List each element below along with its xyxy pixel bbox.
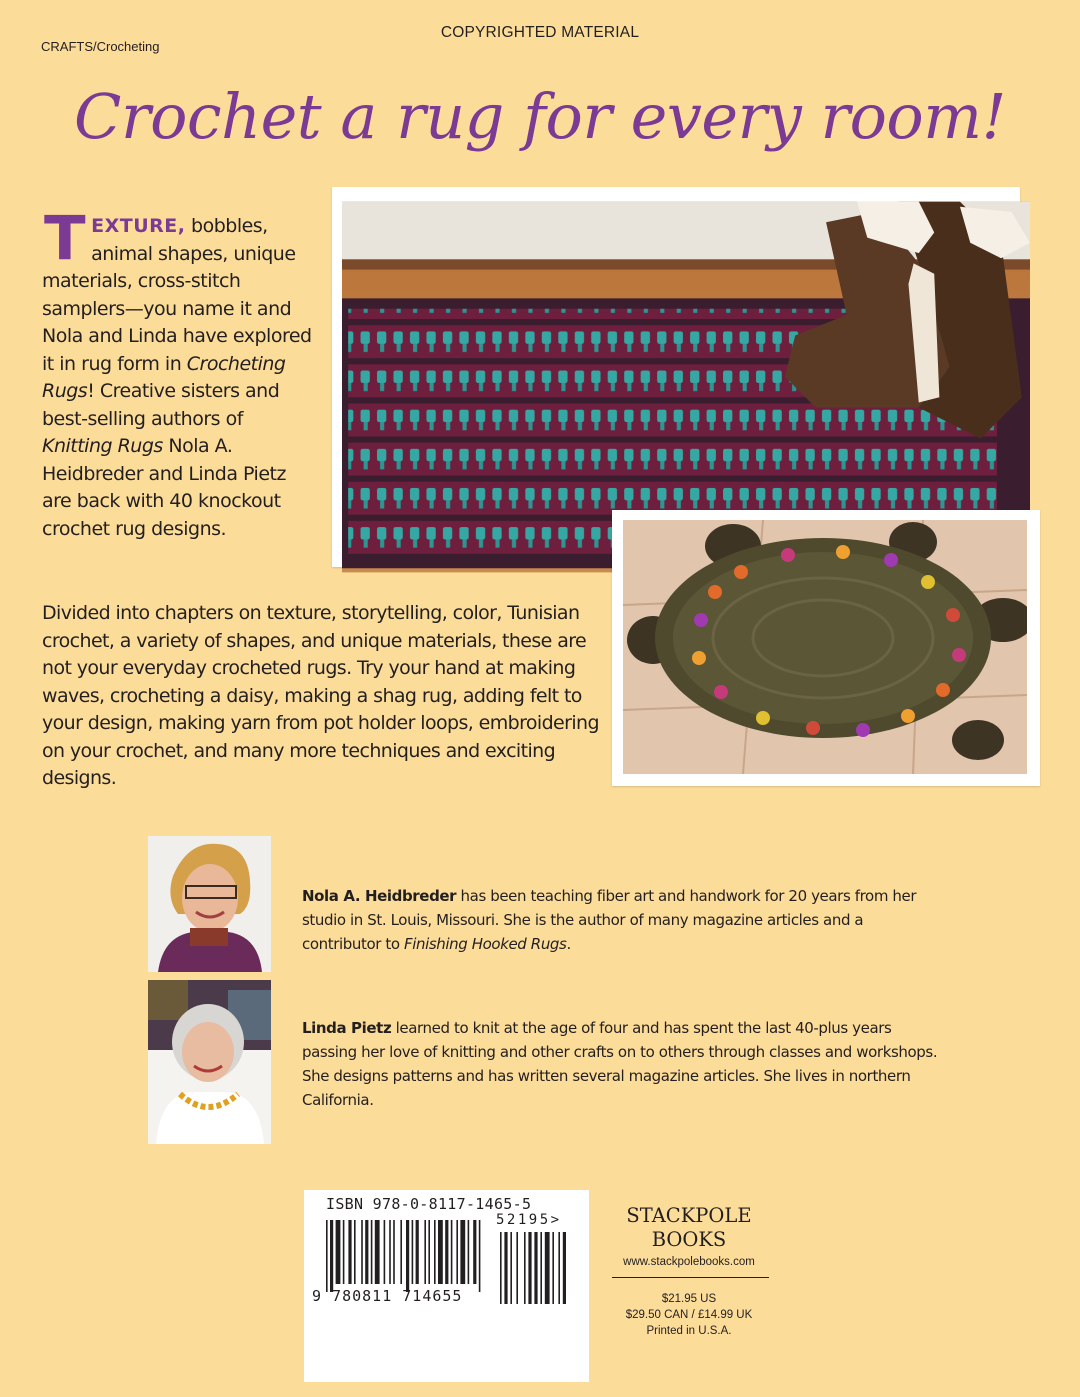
addon-bar xyxy=(524,1232,526,1304)
barcode-bar xyxy=(371,1220,373,1284)
barcode-bars xyxy=(304,1190,589,1382)
description-paragraph: Divided into chapters on texture, storytelling, color, Tunisian crochet, a variety of shapes, and unique materials, these are not your everyday crocheted rugs. Try your hand at making waves, crocheting a daisy, making a shag rug, adding felt to your design, making yarn from pot holder loops, embroidering on your crochet, and many more techniques and exciting designs. xyxy=(42,602,599,789)
addon-bar xyxy=(552,1232,554,1304)
intro-lead-word: EXTURE, xyxy=(91,215,186,237)
addon-bar xyxy=(516,1232,518,1304)
addon-bar xyxy=(504,1232,507,1304)
ean-digits: 9 780811 714655 xyxy=(312,1287,463,1305)
addon-bar xyxy=(563,1232,566,1304)
author-name-nola: Nola A. Heidbreder xyxy=(302,887,457,905)
author-photo-nola xyxy=(148,836,271,972)
barcode-bar xyxy=(412,1220,414,1284)
addon-bar xyxy=(500,1232,502,1304)
intro-previous-book: Knitting Rugs xyxy=(42,435,163,457)
barcode-bar xyxy=(428,1220,430,1284)
barcode-bar xyxy=(460,1220,465,1284)
author-bio-linda xyxy=(302,1016,942,1112)
addon-bar xyxy=(510,1232,512,1304)
intro-text-3: Nola A. Heidbreder and Linda Pietz are back with 40 knockout crochet rug designs. xyxy=(42,435,286,540)
author-bio-nola-text: has been teaching fiber art and handwork for 20 years from her studio in St. Louis, Missouri. She is the author of many magazine articles and a contributor to xyxy=(302,887,917,953)
barcode-bar xyxy=(354,1220,356,1284)
price-can-uk: $29.50 CAN / £14.99 UK xyxy=(625,1309,753,1321)
barcode-bar xyxy=(434,1220,436,1284)
barcode-bar xyxy=(389,1220,391,1284)
author-bio-nola xyxy=(302,884,942,956)
headline: Crochet a rug for every room! xyxy=(74,80,1006,153)
category-label: CRAFTS/Crocheting xyxy=(41,39,160,54)
barcode-bar xyxy=(361,1220,363,1284)
barcode-bar xyxy=(406,1220,409,1292)
barcode-bar xyxy=(336,1220,341,1284)
barcode-bar xyxy=(330,1220,333,1292)
publisher-url[interactable]: www.stackpolebooks.com xyxy=(623,1256,755,1268)
divider xyxy=(612,1277,769,1278)
copyright-notice: COPYRIGHTED MATERIAL xyxy=(440,24,640,41)
barcode-bar xyxy=(424,1220,426,1284)
barcode-bar xyxy=(384,1220,386,1284)
barcode-bar xyxy=(326,1220,328,1292)
intro-paragraph xyxy=(42,203,312,543)
barcode-bar xyxy=(468,1220,470,1284)
publisher-name-line2: BOOKS xyxy=(651,1228,727,1251)
author-photo-linda xyxy=(148,980,271,1144)
author-bio-linda-text: learned to knit at the age of four and has spent the last 40-plus years passing her love of knitting and other crafts on to others through classes and workshops. She designs patterns and has written several magazine articles. She lives in northern California. xyxy=(302,1019,938,1109)
barcode-bar xyxy=(348,1220,351,1284)
barcode-bar xyxy=(438,1220,443,1284)
author-bio-nola-end: . xyxy=(566,935,571,953)
barcode-bar xyxy=(473,1220,476,1284)
barcode-bar xyxy=(393,1220,395,1284)
barcode-bar xyxy=(456,1220,458,1284)
author-name-linda: Linda Pietz xyxy=(302,1019,392,1037)
intro-text-2: ! Creative sisters and best-selling authors of xyxy=(42,380,280,430)
barcode xyxy=(304,1190,589,1382)
addon-bar xyxy=(540,1232,542,1304)
addon-bar xyxy=(534,1232,537,1304)
rug-photo-turtle xyxy=(612,510,1040,786)
addon-bar xyxy=(558,1232,560,1304)
price-us: $21.95 US xyxy=(661,1293,717,1305)
price-block xyxy=(612,1291,766,1339)
isbn-text: ISBN 978-0-8117-1465-5 xyxy=(326,1195,532,1213)
addon-bar xyxy=(545,1232,550,1304)
barcode-bar xyxy=(451,1220,453,1284)
price-code: 52195> xyxy=(496,1212,562,1228)
barcode-bar xyxy=(365,1220,368,1284)
drop-cap: T xyxy=(44,203,86,274)
barcode-bar xyxy=(343,1220,345,1284)
barcode-bar xyxy=(479,1220,481,1292)
barcode-bar xyxy=(445,1220,448,1284)
addon-bar xyxy=(528,1232,531,1304)
barcode-bar xyxy=(400,1220,402,1284)
barcode-bar xyxy=(416,1220,419,1284)
publisher-logo xyxy=(612,1204,766,1252)
barcode-bar xyxy=(375,1220,380,1284)
publisher-name-line1: STACKPOLE xyxy=(626,1204,752,1227)
intro-book-title: Crocheting Rugs xyxy=(42,352,286,402)
printed-in: Printed in U.S.A. xyxy=(646,1325,732,1337)
intro-text-1: bobbles, animal shapes, unique materials, cross-stitch samplers—you name it and Nola and Linda have explored it in rug form in xyxy=(42,215,312,375)
author-bio-nola-title: Finishing Hooked Rugs xyxy=(404,935,567,953)
